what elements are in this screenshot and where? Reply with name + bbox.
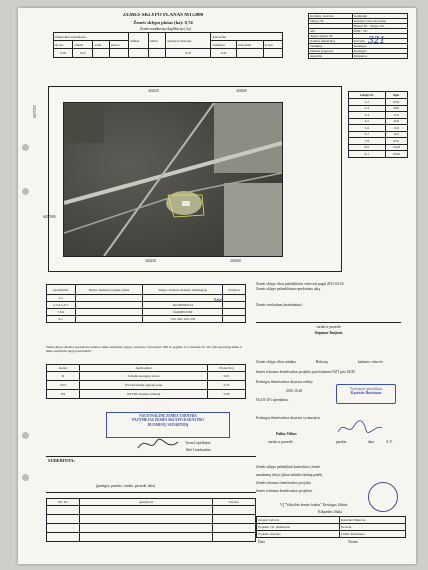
plan-info-line1: Žemės sklypo ribos paženklintos vietovėje pagal 2011-04-26 <box>256 282 344 286</box>
table-cell <box>93 49 110 58</box>
signature-line <box>256 322 401 323</box>
table-cell: Kadastro vietovės kodas <box>352 19 407 24</box>
col-header: Eil. Nr. <box>47 499 80 506</box>
table-row <box>47 381 246 390</box>
table-cell: Sklypo Nr. <box>309 19 353 24</box>
table-cell: 0,25 <box>73 49 93 58</box>
table-cell <box>110 49 129 58</box>
stamp-title: Vyresnysis specialistas <box>349 387 383 391</box>
approval-line4: Nr.ŽA-291 sprendimu. <box>256 398 289 402</box>
lines-length-table <box>348 91 408 158</box>
aerial-photo <box>63 102 283 257</box>
approver-signature <box>336 418 384 438</box>
control-line2: naudmenų ribų ir plotai atitinka faktinę padėtį <box>256 473 323 477</box>
neighbor-remark: Kelias <box>214 298 224 302</box>
table-cell: Robertas Nikšovas <box>339 517 405 524</box>
table-cell: Pavardė <box>339 524 405 531</box>
table-cell: Projekto vyr. inžinierius <box>257 524 340 531</box>
control-stamp-text: VĮ "Valstybės žemės fondas" Kretingos filialas <box>280 503 348 507</box>
approval-line1c: kadastro vietovės <box>358 360 384 364</box>
approver-name-caption: vardas ir pavardė <box>268 440 293 444</box>
suderinta-label: SUDERINTA: <box>48 459 75 463</box>
table-cell <box>143 295 223 302</box>
table-cell <box>75 295 143 302</box>
conditions-intro: Žemės sklype taikomos specialiosios žemės ir miško naudojimo sąlygos, nustatytos Vyriausybės 1992 m. gegužės 12 d. nutarimu Nr. 343 „Dėl specialiųjų žemės ir miško naudojimo sąlygų patvirtinimo" <box>46 345 242 353</box>
table-cell <box>223 309 246 316</box>
handwritten-parcel-number: 321 <box>368 36 386 46</box>
table-cell: Kretingos <box>352 49 407 54</box>
coord-bottom-left: 326250 <box>145 259 156 263</box>
revisions-table <box>46 498 256 542</box>
table-cell: 16,5 <box>385 131 407 138</box>
divider <box>46 456 256 457</box>
col-header: Ilgis <box>385 92 407 99</box>
plan-title: ŽEMĖS SKLYPO PLANAS M1:5000 <box>122 13 204 18</box>
table-cell: 9-1 <box>47 316 76 323</box>
table-cell: XXVIII-Vandens telkinių <box>80 390 208 399</box>
table-cell: 132,8 <box>385 144 407 151</box>
official-stamp-line3: DUOMENŲ SUDARYMĄ <box>147 422 189 427</box>
control-line4: žemės reformos žemėtvarkos projektui. <box>256 489 313 493</box>
plan-info-line2: Žemės sklypo paženklinimo-perdavimo aktą. <box>256 287 321 291</box>
punch-hole <box>22 144 29 151</box>
group-header: Kita žemė <box>211 33 283 41</box>
coord-top-left: 326250 <box>148 89 159 93</box>
personnel-table <box>256 516 406 538</box>
table-cell <box>149 49 166 58</box>
name-caption: vardas ir pavardė <box>316 325 341 329</box>
document-page <box>18 8 416 564</box>
table-cell: 9-1 <box>349 151 386 158</box>
control-line3: Žemės reformos žemėtvarkos projekto <box>256 481 312 485</box>
col-header: keliai <box>149 33 166 49</box>
area-line: Žemės sklypo plotas (ha): 0,74 <box>133 20 193 25</box>
control-region: Klaipėdos filiala <box>318 510 342 514</box>
personnel-footer: Data <box>258 540 265 544</box>
col-header: miškai <box>129 33 149 49</box>
surveyor-name: Stepanas Tunjenis <box>314 331 343 335</box>
explication-table <box>53 32 283 58</box>
table-cell: Apskritis <box>309 54 353 59</box>
specialist-stamp <box>336 384 396 404</box>
punch-hole <box>22 188 29 195</box>
table-cell: 6-7 <box>349 131 386 138</box>
table-cell: Seniūnija <box>309 44 353 49</box>
approval-line2: žemės reformos žemėtvarkos projekte, patvirtintame NŽT prie ŽŪM <box>256 370 355 374</box>
col-header: apsuktyvis <box>80 499 213 506</box>
table-cell <box>129 49 149 58</box>
approval-date: 2010.10.20 <box>286 389 303 393</box>
official-name2: Jūrė Liuzdauskas <box>186 448 211 452</box>
table-cell: Sud:0009:0134 <box>143 302 223 309</box>
plan-info-surveyor: Žemės sveikatinas (matininkas): <box>256 303 303 307</box>
table-cell: 43,5 <box>385 138 407 145</box>
personnel-footer-right: Vienas <box>348 540 358 544</box>
table-cell: Tarvydų <box>352 39 407 44</box>
official-stamp-line1: NACIONALINĖ ŽEMĖS TARNYBA <box>139 414 197 418</box>
coord-left-top: 6207250 <box>33 105 37 118</box>
table-cell: II <box>47 372 80 381</box>
table-cell: Klaipėdos <box>352 54 407 59</box>
table-cell: Apskr. miesto Nr. <box>309 34 353 39</box>
approver-sign-caption: parašas <box>336 440 347 444</box>
col-header: ariama <box>73 41 93 49</box>
table-cell <box>223 295 246 302</box>
table-cell: 8-9 <box>349 144 386 151</box>
col-header: sodai <box>93 41 110 49</box>
table-cell: 1-2 <box>47 295 76 302</box>
approver-date-caption: data <box>368 440 374 444</box>
table-cell: 432 <box>309 29 353 34</box>
explication-caption: Žemės naudmenų eksplikacija ( ha) <box>139 27 192 31</box>
table-cell: 0,74 <box>208 381 246 390</box>
table-cell: 7-8 <box>349 138 386 145</box>
approval-line3: Kretingos žemėtvarkos skyriaus vedėjo <box>256 380 313 384</box>
round-stamp <box>368 482 398 512</box>
table-cell: 150, 226, 229, 239 <box>143 316 223 323</box>
table-cell: 0,26 <box>54 49 73 58</box>
approval-line5: Kretingos žemėtvarkos skyriaus vyriausiasis <box>256 416 320 420</box>
group-header: Žemės ūkio naudmenos <box>54 33 129 41</box>
table-cell: 2-3-4-5-6-7 <box>47 302 76 309</box>
table-row <box>309 54 408 59</box>
table-cell: 13,0 <box>385 125 407 132</box>
table-cell: XX <box>47 390 80 399</box>
conditions-table <box>46 364 246 399</box>
col-header: Linijų Nr. <box>349 92 386 99</box>
table-cell: 45,0 <box>385 118 407 125</box>
table-cell: Grupės vadovas <box>257 517 340 524</box>
cadastre-info-table <box>308 13 408 59</box>
table-cell: 0,28 <box>208 390 246 399</box>
official-stamp <box>106 412 230 438</box>
official-stamp-line2: PAŽYMĖJAS ŽEMĖS SKLYPO KADASTRO <box>132 418 204 423</box>
table-cell: Kadastro vietovės <box>309 14 353 19</box>
divider <box>46 492 256 493</box>
table-row <box>257 517 406 524</box>
table-row <box>257 524 406 531</box>
table-row <box>349 151 408 158</box>
table-cell: Cindrė Petrauskas <box>339 531 405 538</box>
table-cell <box>75 302 143 309</box>
neighbors-table <box>46 284 246 323</box>
control-line1: Žemės sklypo paženklinti kontrolinei, žemės <box>256 465 321 469</box>
table-cell: Miestas (rajonas) <box>309 49 353 54</box>
punch-hole <box>22 474 29 481</box>
table-cell: 0009 / 321 <box>352 29 407 34</box>
approver-name: Dalius Vitkus <box>276 432 297 436</box>
table-row <box>47 316 246 323</box>
col-header: Pastabos <box>223 285 246 295</box>
coord-top-right: 326500 <box>236 89 247 93</box>
stamp-name: Kęstutis Butrimas <box>350 391 382 396</box>
col-header: kita žemė <box>237 41 263 49</box>
table-cell <box>263 49 282 58</box>
table-cell: 0,01 <box>208 372 246 381</box>
table-row <box>47 302 246 309</box>
approval-line1b: Riduotų <box>316 360 328 364</box>
table-row <box>47 309 246 316</box>
table-cell: 0440009:0160 <box>143 309 223 316</box>
table-row <box>257 531 406 538</box>
stamp-place: A.V. <box>386 440 393 444</box>
col-header: Gretimybės <box>47 285 76 295</box>
table-cell: 7-8-9 <box>47 309 76 316</box>
punch-hole <box>22 432 29 439</box>
col-header: Parašas <box>213 499 256 506</box>
coord-left-bottom: 6207000 <box>43 215 56 219</box>
table-cell: 0,07 <box>166 49 211 58</box>
table-cell: 53,6 <box>385 99 407 106</box>
col-header: iš viso <box>54 41 73 49</box>
official-name: Irena Lepeškienė <box>186 441 211 445</box>
table-cell: Blokas Nr. / Sklypo Nr. <box>352 24 407 29</box>
col-header: iš viso <box>263 41 282 49</box>
table-cell: 3-4 <box>349 112 386 119</box>
table-cell: 0,47 <box>211 49 237 58</box>
col-header: Sklypo numeris kadastro žemėlapyje <box>143 285 223 295</box>
table-cell: 11,0 <box>385 112 407 119</box>
table-cell: Sudmantų <box>352 14 407 19</box>
table-cell: 1-2 <box>349 99 386 106</box>
approval-line1: Žemės sklypo ribos atitinka <box>256 360 296 364</box>
suderinta-captions: (pareigos, parašas, vardas, pavardė, data) <box>96 484 156 488</box>
aerial-photo-image <box>64 103 282 256</box>
table-cell: 2-3 <box>349 105 386 112</box>
table-cell: 5-6 <box>349 125 386 132</box>
col-header: Sklypo numeris projekto plane <box>75 285 143 295</box>
table-cell: Projekto autorius <box>257 531 340 538</box>
coord-bottom-right: 326500 <box>230 259 241 263</box>
table-cell <box>223 316 246 323</box>
table-cell <box>75 309 143 316</box>
table-cell <box>223 302 246 309</box>
table-cell: 4-5 <box>349 118 386 125</box>
table-cell: II-Kelių apsaugos zonos <box>80 372 208 381</box>
table-cell <box>75 316 143 323</box>
col-header: Kodas <box>47 365 80 372</box>
col-header: vandenys <box>211 41 237 49</box>
col-header: Apribojimai <box>80 365 208 372</box>
official-signature <box>136 436 180 454</box>
col-header: pievos <box>110 41 129 49</box>
table-row <box>47 390 246 399</box>
table-cell: 103,0 <box>385 151 407 158</box>
table-cell: XVI-Karstinių regionų zona <box>80 381 208 390</box>
col-header: Plotas (ha) <box>208 365 246 372</box>
table-cell <box>237 49 263 58</box>
table-cell: 58,0 <box>385 105 407 112</box>
table-row <box>47 372 246 381</box>
table-cell: Kaimas (miestelis) <box>309 39 353 44</box>
table-cell: XVI <box>47 381 80 390</box>
table-cell: Kretingos <box>352 44 407 49</box>
col-header: užstatyta teritorija <box>166 33 211 49</box>
